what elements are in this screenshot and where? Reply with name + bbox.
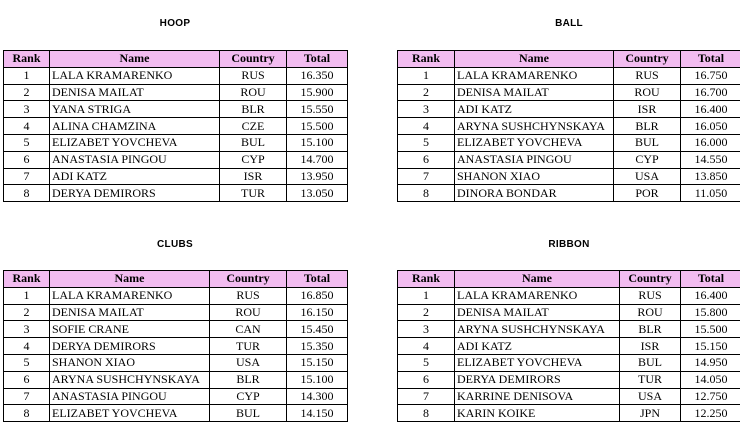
table-row [4,168,348,185]
country-cell: USA [210,354,287,371]
total-cell: 16.000 [681,134,740,151]
country-cell: BUL [220,134,287,151]
ball-title: BALL [555,18,583,29]
rank-cell: 5 [398,134,455,151]
total-cell: 15.100 [287,371,348,388]
total-header: Total [681,271,740,288]
name-header: Name [455,271,620,288]
table-row [398,321,740,338]
country-cell: CYP [220,151,287,168]
country-cell: BUL [614,134,681,151]
country-cell: BLR [614,118,681,135]
table-row [4,67,348,84]
table-row [4,101,348,118]
total-cell: 14.300 [287,388,348,405]
name-cell: ARYNA SUSHCHYNSKAYA [455,118,614,135]
table-row [4,185,348,202]
table-row [398,405,740,422]
name-cell: DERYA DEMIRORS [50,338,210,355]
total-cell: 15.350 [287,338,348,355]
total-cell: 12.750 [681,388,740,405]
name-header: Name [50,271,210,288]
country-cell: POR [614,185,681,202]
country-cell: BUL [210,405,287,422]
total-cell: 14.550 [681,151,740,168]
name-cell: KARRINE DENISOVA [455,388,620,405]
total-cell: 16.850 [287,287,348,304]
name-cell: DINORA BONDAR [455,185,614,202]
name-cell: YANA STRIGA [50,101,220,118]
total-cell: 14.950 [681,354,740,371]
table-row [398,151,740,168]
total-header: Total [287,271,348,288]
rank-cell: 6 [4,371,50,388]
table-row [4,304,348,321]
rank-cell: 3 [398,101,455,118]
rank-cell: 8 [4,185,50,202]
country-cell: CZE [220,118,287,135]
total-cell: 15.500 [681,321,740,338]
rank-cell: 1 [398,287,455,304]
hoop-title: HOOP [159,18,191,29]
table-row [398,388,740,405]
rank-cell: 1 [4,287,50,304]
table-row [4,287,348,304]
table-row [398,304,740,321]
name-cell: SHANON XIAO [455,168,614,185]
total-cell: 11.050 [681,185,740,202]
country-cell: ROU [614,84,681,101]
name-cell: ANASTASIA PINGOU [50,151,220,168]
table-row [4,134,348,151]
country-cell: RUS [210,287,287,304]
name-cell: ARYNA SUSHCHYNSKAYA [50,371,210,388]
total-cell: 15.500 [287,118,348,135]
country-cell: TUR [210,338,287,355]
table-row [4,338,348,355]
name-header: Name [455,51,614,68]
rank-cell: 3 [398,321,455,338]
name-cell: LALA KRAMARENKO [50,287,210,304]
country-header: Country [210,271,287,288]
country-cell: CAN [210,321,287,338]
rank-header: Rank [398,271,455,288]
total-header: Total [681,51,740,68]
rank-header: Rank [4,271,50,288]
name-cell: ADI KATZ [50,168,220,185]
country-cell: TUR [220,185,287,202]
country-cell: USA [614,168,681,185]
country-cell: ROU [620,304,681,321]
table-row [4,84,348,101]
rank-cell: 7 [4,388,50,405]
table-row [4,388,348,405]
country-cell: RUS [220,67,287,84]
name-header: Name [50,51,220,68]
total-cell: 14.150 [287,405,348,422]
rank-cell: 3 [4,101,50,118]
table-row [4,405,348,422]
total-cell: 16.050 [681,118,740,135]
rank-cell: 4 [398,338,455,355]
rank-cell: 6 [398,371,455,388]
rank-cell: 4 [4,118,50,135]
country-cell: ISR [620,338,681,355]
name-cell: ANASTASIA PINGOU [455,151,614,168]
total-cell: 15.150 [681,338,740,355]
total-cell: 16.350 [287,67,348,84]
table-row [398,84,740,101]
hoop-table [3,50,348,202]
ball-table [397,50,740,202]
table-row [4,321,348,338]
table-row [398,338,740,355]
rank-cell: 2 [4,84,50,101]
rank-cell: 3 [4,321,50,338]
rank-cell: 4 [398,118,455,135]
total-cell: 15.900 [287,84,348,101]
total-cell: 15.150 [287,354,348,371]
country-cell: USA [620,388,681,405]
total-cell: 15.550 [287,101,348,118]
total-cell: 16.700 [681,84,740,101]
rank-cell: 5 [4,134,50,151]
country-cell: BLR [210,371,287,388]
name-cell: DENISA MAILAT [455,84,614,101]
name-cell: SHANON XIAO [50,354,210,371]
country-cell: ISR [220,168,287,185]
rank-cell: 7 [398,388,455,405]
rank-header: Rank [398,51,455,68]
header-row [4,51,348,68]
name-cell: DENISA MAILAT [50,84,220,101]
table-row [398,168,740,185]
total-cell: 15.450 [287,321,348,338]
country-cell: JPN [620,405,681,422]
total-cell: 16.150 [287,304,348,321]
name-cell: ALINA CHAMZINA [50,118,220,135]
rank-header: Rank [4,51,50,68]
name-cell: DERYA DEMIRORS [455,371,620,388]
table-row [398,118,740,135]
rank-cell: 5 [398,354,455,371]
total-header: Total [287,51,348,68]
table-row [398,287,740,304]
table-row [398,371,740,388]
country-cell: RUS [620,287,681,304]
total-cell: 14.050 [681,371,740,388]
name-cell: ELIZABET YOVCHEVA [50,134,220,151]
name-cell: DERYA DEMIRORS [50,185,220,202]
header-row [398,271,740,288]
name-cell: LALA KRAMARENKO [455,287,620,304]
total-cell: 16.400 [681,101,740,118]
rank-cell: 2 [398,84,455,101]
total-cell: 13.050 [287,185,348,202]
country-cell: ROU [220,84,287,101]
rank-cell: 8 [398,185,455,202]
country-cell: BLR [220,101,287,118]
country-header: Country [614,51,681,68]
rank-cell: 4 [4,338,50,355]
name-cell: KARIN KOIKE [455,405,620,422]
name-cell: ADI KATZ [455,101,614,118]
clubs-title: CLUBS [157,239,193,250]
table-row [4,371,348,388]
rank-cell: 7 [4,168,50,185]
ribbon-table [397,270,740,422]
rank-cell: 6 [4,151,50,168]
table-row [398,185,740,202]
name-cell: ANASTASIA PINGOU [50,388,210,405]
table-row [398,134,740,151]
table-row [4,354,348,371]
country-cell: BUL [620,354,681,371]
rank-cell: 1 [4,67,50,84]
name-cell: LALA KRAMARENKO [455,67,614,84]
country-cell: CYP [210,388,287,405]
country-cell: ROU [210,304,287,321]
total-cell: 12.250 [681,405,740,422]
name-cell: ELIZABET YOVCHEVA [50,405,210,422]
ribbon-title: RIBBON [548,239,590,250]
total-cell: 15.100 [287,134,348,151]
total-cell: 16.400 [681,287,740,304]
name-cell: ELIZABET YOVCHEVA [455,134,614,151]
country-cell: BLR [620,321,681,338]
total-cell: 14.700 [287,151,348,168]
name-cell: SOFIE CRANE [50,321,210,338]
rank-cell: 1 [398,67,455,84]
table-row [4,151,348,168]
name-cell: DENISA MAILAT [455,304,620,321]
rank-cell: 6 [398,151,455,168]
total-cell: 13.850 [681,168,740,185]
name-cell: DENISA MAILAT [50,304,210,321]
table-row [398,101,740,118]
country-cell: RUS [614,67,681,84]
name-cell: ARYNA SUSHCHYNSKAYA [455,321,620,338]
country-cell: CYP [614,151,681,168]
rank-cell: 2 [4,304,50,321]
name-cell: ELIZABET YOVCHEVA [455,354,620,371]
table-row [398,67,740,84]
country-header: Country [220,51,287,68]
header-row [4,271,348,288]
country-cell: ISR [614,101,681,118]
name-cell: LALA KRAMARENKO [50,67,220,84]
rank-cell: 7 [398,168,455,185]
table-row [4,118,348,135]
total-cell: 16.750 [681,67,740,84]
rank-cell: 8 [398,405,455,422]
table-row [398,354,740,371]
country-header: Country [620,271,681,288]
header-row [398,51,740,68]
total-cell: 13.950 [287,168,348,185]
clubs-table [3,270,348,422]
rank-cell: 2 [398,304,455,321]
total-cell: 15.800 [681,304,740,321]
country-cell: TUR [620,371,681,388]
rank-cell: 8 [4,405,50,422]
name-cell: ADI KATZ [455,338,620,355]
rank-cell: 5 [4,354,50,371]
